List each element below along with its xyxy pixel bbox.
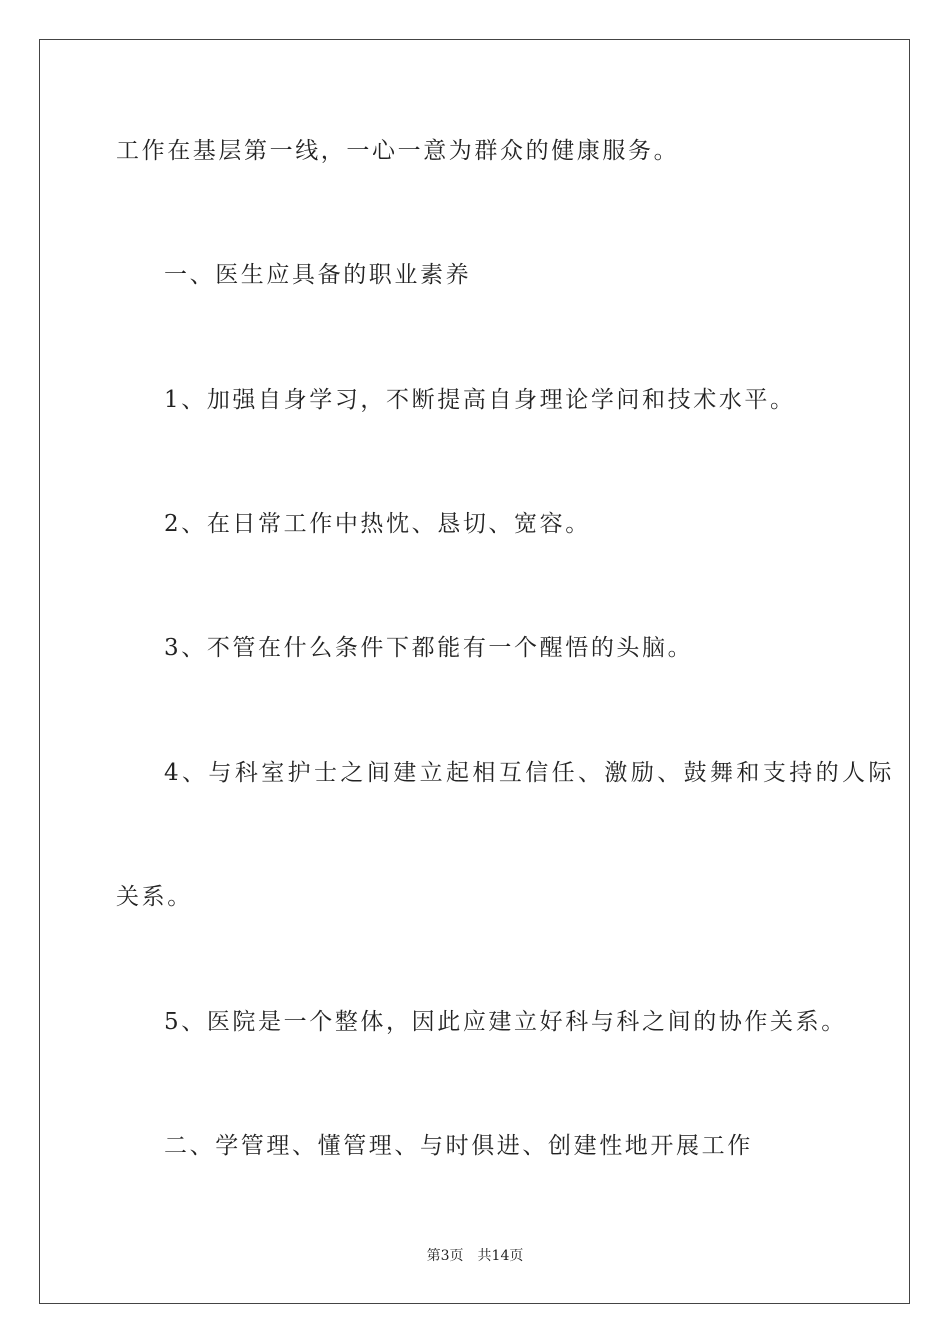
list-item: 2、在日常工作中热忱、恳切、宽容。: [164, 511, 591, 537]
body-paragraph: 工作在基层第一线，一心一意为群众的健康服务。: [116, 138, 680, 164]
page-frame: [39, 39, 910, 1304]
list-item: 3、不管在什么条件下都能有一个醒悟的头脑。: [164, 635, 694, 661]
section-heading: 二、学管理、懂管理、与时俱进、创建性地开展工作: [164, 1133, 753, 1159]
page-total: 共14页: [477, 1248, 524, 1264]
list-item: 5、医院是一个整体，因此应建立好科与科之间的协作关系。: [164, 1009, 847, 1035]
list-item: 1、加强自身学习，不断提高自身理论学问和技术水平。: [164, 387, 796, 413]
section-heading: 一、医生应具备的职业素养: [164, 262, 472, 288]
list-item: 4、与科室护士之间建立起相互信任、激励、鼓舞和支持的人际: [164, 760, 895, 786]
page-number: 第3页: [426, 1248, 464, 1264]
list-item-continuation: 关系。: [116, 884, 193, 910]
page-footer: [0, 1247, 950, 1265]
